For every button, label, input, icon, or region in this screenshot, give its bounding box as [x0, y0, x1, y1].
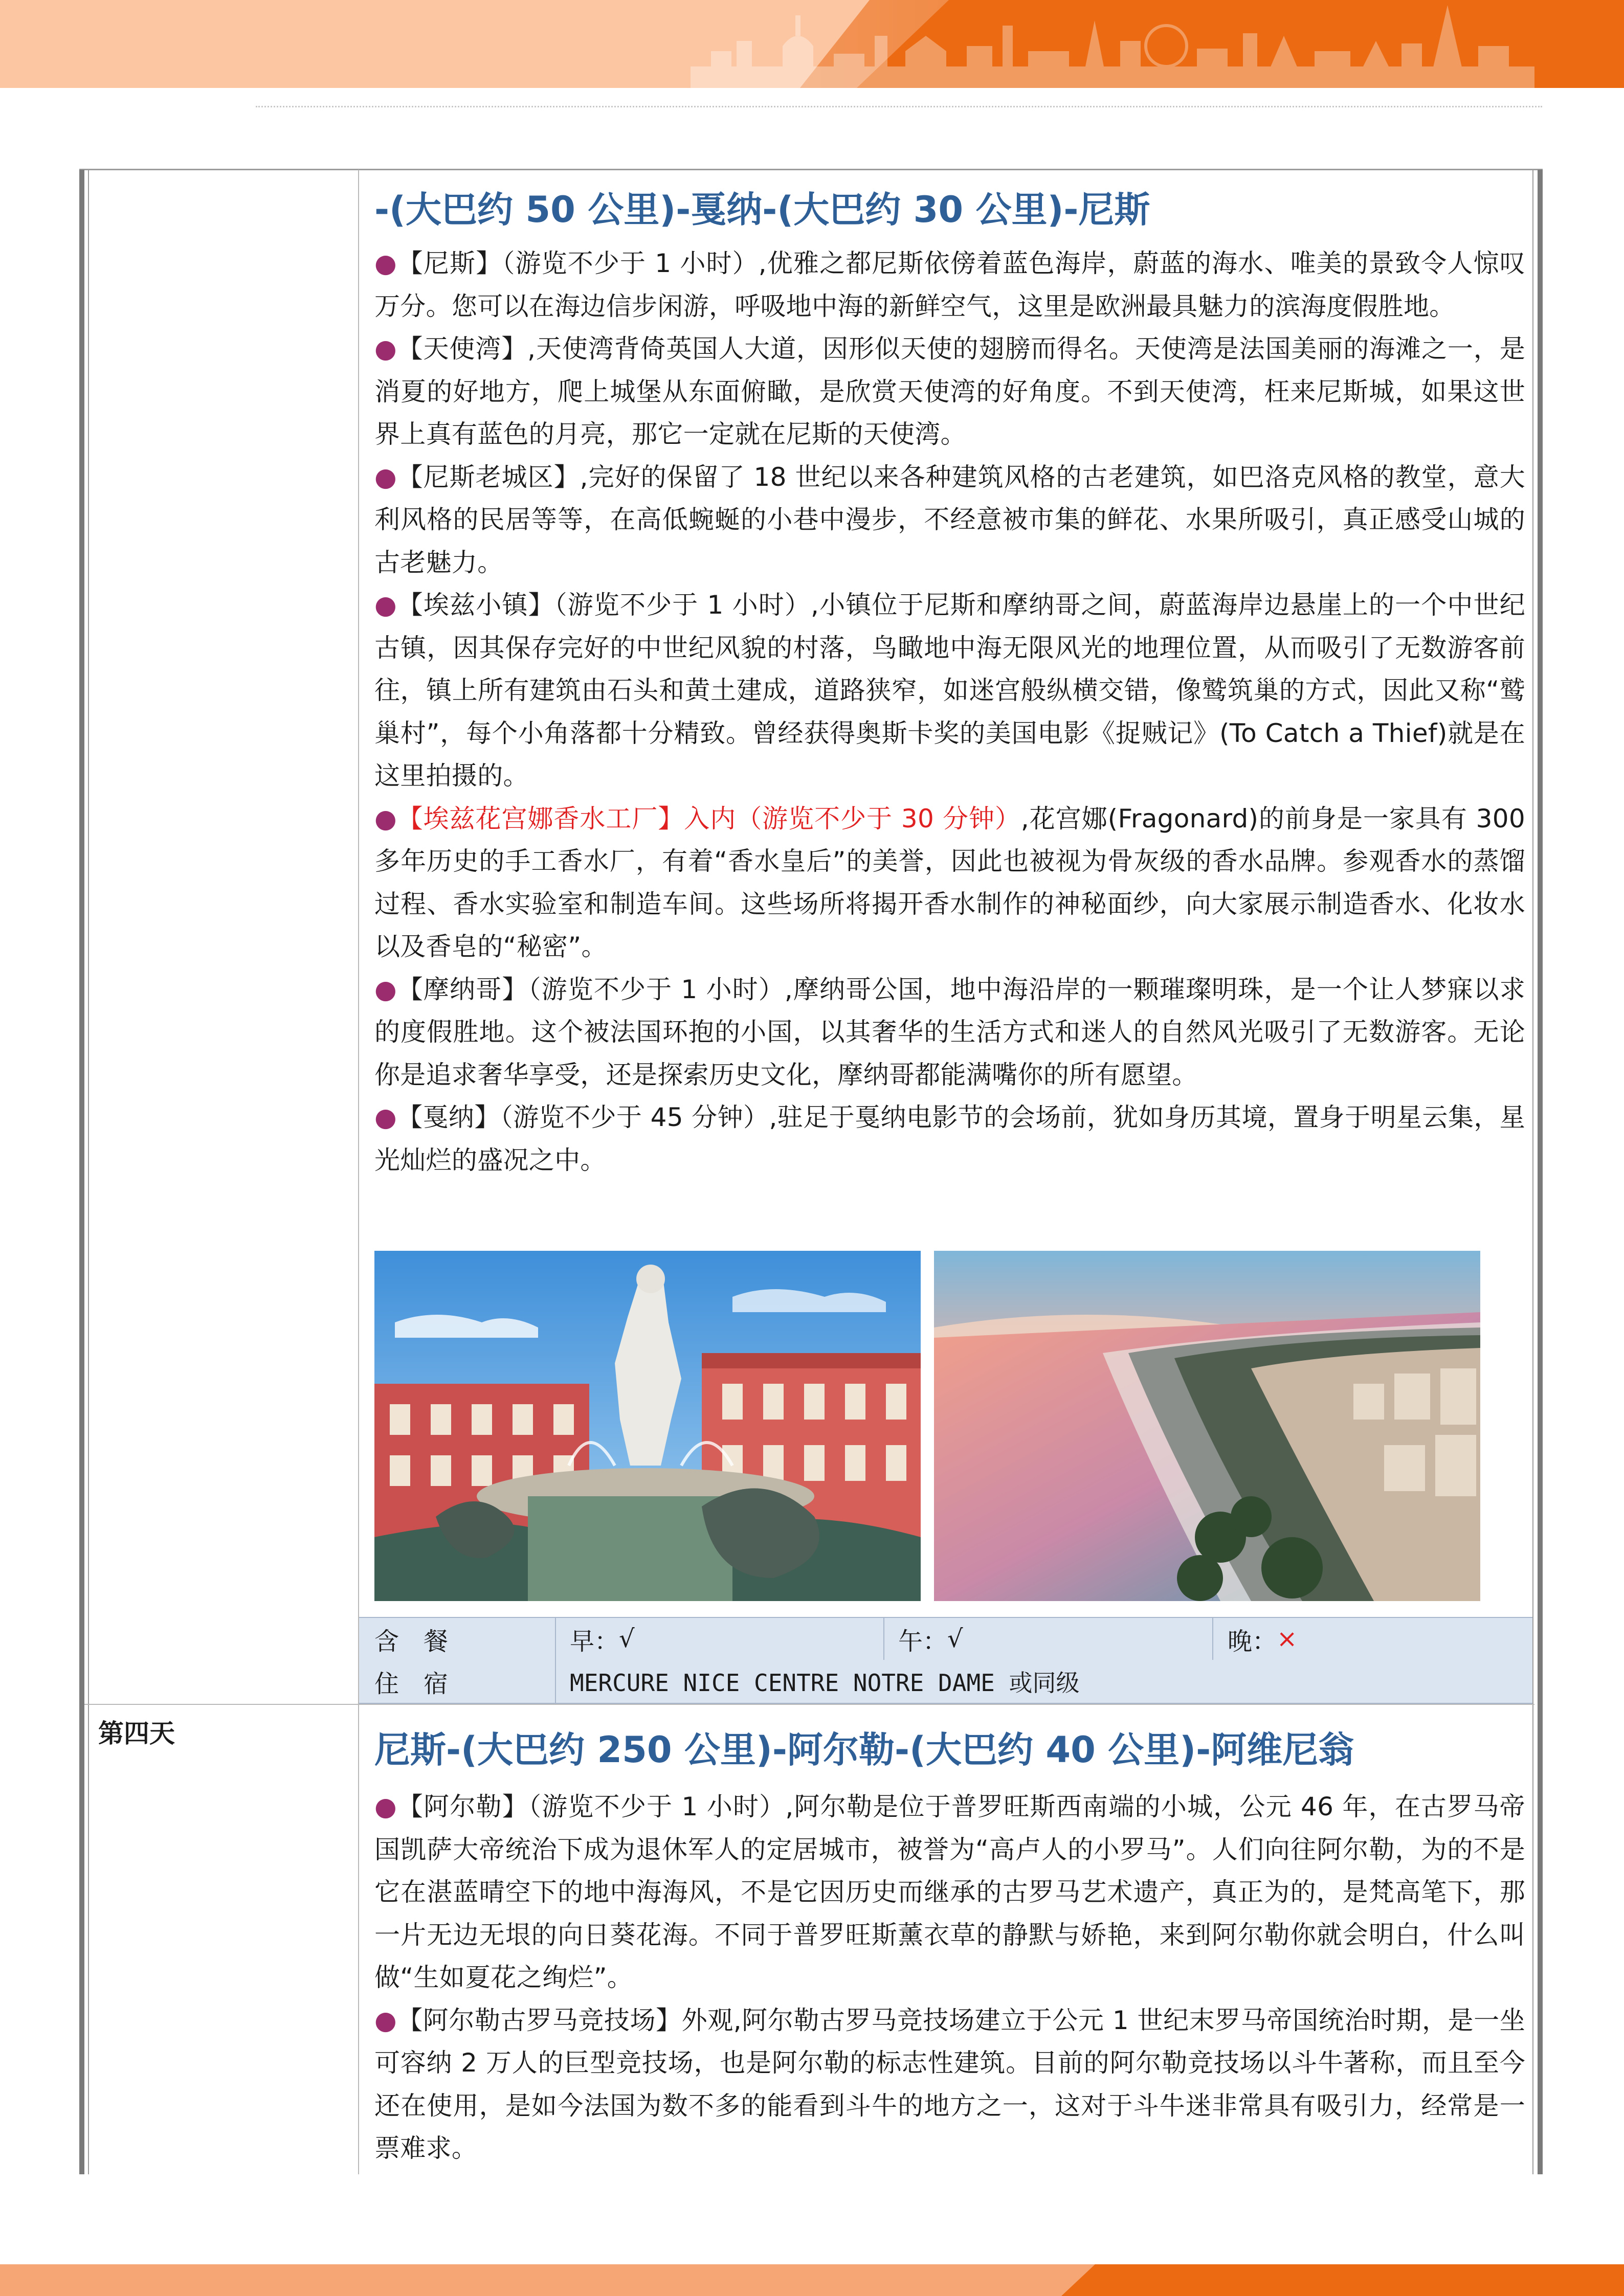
- bullet-dot-icon: ●: [374, 334, 397, 364]
- paragraph-text: 【尼斯】（游览不少于 1 小时）,优雅之都尼斯依傍着蓝色海岸，蔚蓝的海水、唯美的景致令人惊叹万分。您可以在海边信步闲游，呼吸地中海的新鲜空气，这里是欧洲最具魅力的滨海度假胜地。: [374, 249, 1525, 321]
- hotel-value: MERCURE NICE CENTRE NOTRE DAME 或同级: [570, 1669, 1080, 1697]
- paragraph-text: 【阿尔勒】（游览不少于 1 小时）,阿尔勒是位于普罗旺斯西南端的小城，公元 46 年，在古罗马帝国凯萨大帝统治下成为退休军人的定居城市，被誉为“高卢人的小罗马”。人们向往阿尔勒，为的不是它在湛蓝晴空下的地中海海风，不是它因历史而继承的古罗马艺术遗产，真正为的，是梵高笔下，那一片无边无垠的向日葵花海。不同于普罗旺斯薰衣草的静默与娇艳，来到阿尔勒你就会明白，什么叫做“生如夏花之绚烂”。: [374, 1792, 1525, 1992]
- meals-divider-1: [555, 1618, 556, 1660]
- footer-banner: [0, 2264, 1624, 2296]
- day4-itinerary: [374, 1725, 1525, 2170]
- lunch-check-icon: √: [947, 1625, 963, 1653]
- breakfast-check-icon: √: [619, 1625, 635, 1653]
- meals-divider-3: [1212, 1618, 1213, 1660]
- lunch-cell: [898, 1618, 1205, 1660]
- meals-divider-2: [883, 1618, 884, 1660]
- breakfast-label: 早：: [570, 1627, 619, 1656]
- bullet-dot-icon: ●: [374, 2005, 397, 2035]
- dinner-label: 晚：: [1228, 1627, 1277, 1656]
- bullet-dot-icon: ●: [374, 590, 397, 620]
- meals-label: 含 餐: [374, 1627, 449, 1656]
- city-skyline-icon: [691, 5, 1534, 88]
- header-divider: [256, 106, 1542, 107]
- table-column-divider: [358, 170, 359, 2174]
- paragraph-text: 【埃兹小镇】（游览不少于 1 小时）,小镇位于尼斯和摩纳哥之间，蔚蓝海岸边悬崖上的一个中世纪古镇，因其保存完好的中世纪风貌的村落，鸟瞰地中海无限风光的地理位置，从而吸引了无数游客前往，镇上所有建筑由石头和黄土建成，道路狭窄，如迷宫般纵横交错，像鹫筑巢的方式，因此又称“鹫巢村”，每个小角落都十分精致。曾经获得奥斯卡奖的美国电影《捉贼记》(To Catch a Thief)就是在这里拍摄的。: [374, 590, 1525, 791]
- table-top-border: [79, 169, 1543, 170]
- hotel-row: [359, 1660, 1532, 1704]
- dinner-cell: [1228, 1618, 1514, 1660]
- itinerary-paragraph: [374, 584, 1525, 798]
- paragraph-text: 【阿尔勒古罗马竞技场】外观,阿尔勒古罗马竞技场建立于公元 1 世纪末罗马帝国统治时期，是一坐可容纳 2 万人的巨型竞技场，也是阿尔勒的标志性建筑。目前的阿尔勒竞技场以斗牛著称，而且至今还在使用，是如今法国为数不多的能看到斗牛的地方之一，这对于斗牛迷非常具有吸引力，经常是一票难求。: [374, 2005, 1525, 2163]
- itinerary-paragraph: [374, 1999, 1525, 2170]
- table-row-divider: [84, 1704, 1534, 1705]
- table-right-inner-border: [1532, 170, 1533, 2174]
- header-banner: [0, 0, 1624, 88]
- bullet-dot-icon: ●: [374, 462, 397, 492]
- bullet-dot-icon: ●: [374, 974, 397, 1004]
- day3-paragraphs: [374, 242, 1525, 1182]
- itinerary-paragraph: [374, 242, 1525, 328]
- meals-row: [359, 1617, 1532, 1661]
- paragraph-text: 【尼斯老城区】,完好的保留了 18 世纪以来各种建筑风格的古老建筑，如巴洛克风格的教堂，意大利风格的民居等等，在高低蜿蜒的小巷中漫步，不经意被市集的鲜花、水果所吸引，真正感受山城的古老魅力。: [374, 462, 1525, 577]
- breakfast-cell: [570, 1618, 877, 1660]
- paragraph-text: 【摩纳哥】（游览不少于 1 小时）,摩纳哥公国，地中海沿岸的一颗璀璨明珠，是一个让人梦寐以求的度假胜地。这个被法国环抱的小国，以其奢华的生活方式和迷人的自然风光吸引了无数游客。无论你是追求奢华享受，还是探索历史文化，摩纳哥都能满嘴你的所有愿望。: [374, 974, 1525, 1090]
- itinerary-paragraph: [374, 798, 1525, 969]
- bullet-dot-icon: ●: [374, 1102, 397, 1132]
- bullet-dot-icon: ●: [374, 1792, 397, 1821]
- table-left-inner-border: [88, 170, 89, 2174]
- day4-route-title: 尼斯-(大巴约 250 公里)-阿尔勒-(大巴约 40 公里)-阿维尼翁: [374, 1729, 1354, 1771]
- paragraph-text: ,花宫娜(Fragonard)的前身是一家具有 300 多年历史的手工香水厂，有着“香水皇后”的美誉，因此也被视为骨灰级的香水品牌。参观香水的蒸馏过程、香水实验室和制造车间。这些场所将揭开香水制作的神秘面纱，向大家展示制造香水、化妆水以及香皂的“秘密”。: [374, 803, 1525, 961]
- day4-paragraphs: [374, 1786, 1525, 2170]
- itinerary-paragraph: [374, 1786, 1525, 1999]
- dinner-cross-icon: ×: [1277, 1625, 1298, 1653]
- itinerary-paragraph: [374, 456, 1525, 584]
- footer-dark-stripe: [1061, 2264, 1624, 2296]
- itinerary-paragraph: [374, 328, 1525, 456]
- day4-label: 第四天: [98, 1719, 175, 1748]
- table-right-border: [1538, 170, 1543, 2174]
- promenade-bay-photo: [934, 1251, 1480, 1601]
- itinerary-paragraph: [374, 969, 1525, 1097]
- nice-fountain-photo: [374, 1251, 921, 1601]
- hotel-divider: [555, 1660, 556, 1703]
- bullet-dot-icon: ●: [374, 803, 397, 834]
- day3-itinerary: [374, 185, 1525, 1182]
- paragraph-text: 【天使湾】,天使湾背倚英国人大道，因形似天使的翅膀而得名。天使湾是法国美丽的海滩之一，是消夏的好地方，爬上城堡从东面俯瞰，是欣赏天使湾的好角度。不到天使湾，枉来尼斯城，如果这世界上真有蓝色的月亮，那它一定就在尼斯的天使湾。: [374, 334, 1525, 449]
- day3-route-title: -(大巴约 50 公里)-戛纳-(大巴约 30 公里)-尼斯: [374, 189, 1150, 231]
- hotel-label: 住 宿: [374, 1669, 449, 1698]
- paragraph-text: 【戛纳】（游览不少于 45 分钟）,驻足于戛纳电影节的会场前，犹如身历其境，置身于明星云集，星光灿烂的盛况之中。: [374, 1102, 1525, 1175]
- bullet-dot-icon: ●: [374, 249, 397, 278]
- lunch-label: 午：: [898, 1627, 948, 1656]
- table-left-border: [79, 170, 84, 2174]
- itinerary-paragraph: [374, 1096, 1525, 1182]
- highlight-text: 【埃兹花宫娜香水工厂】入内（游览不少于 30 分钟）: [397, 803, 1021, 834]
